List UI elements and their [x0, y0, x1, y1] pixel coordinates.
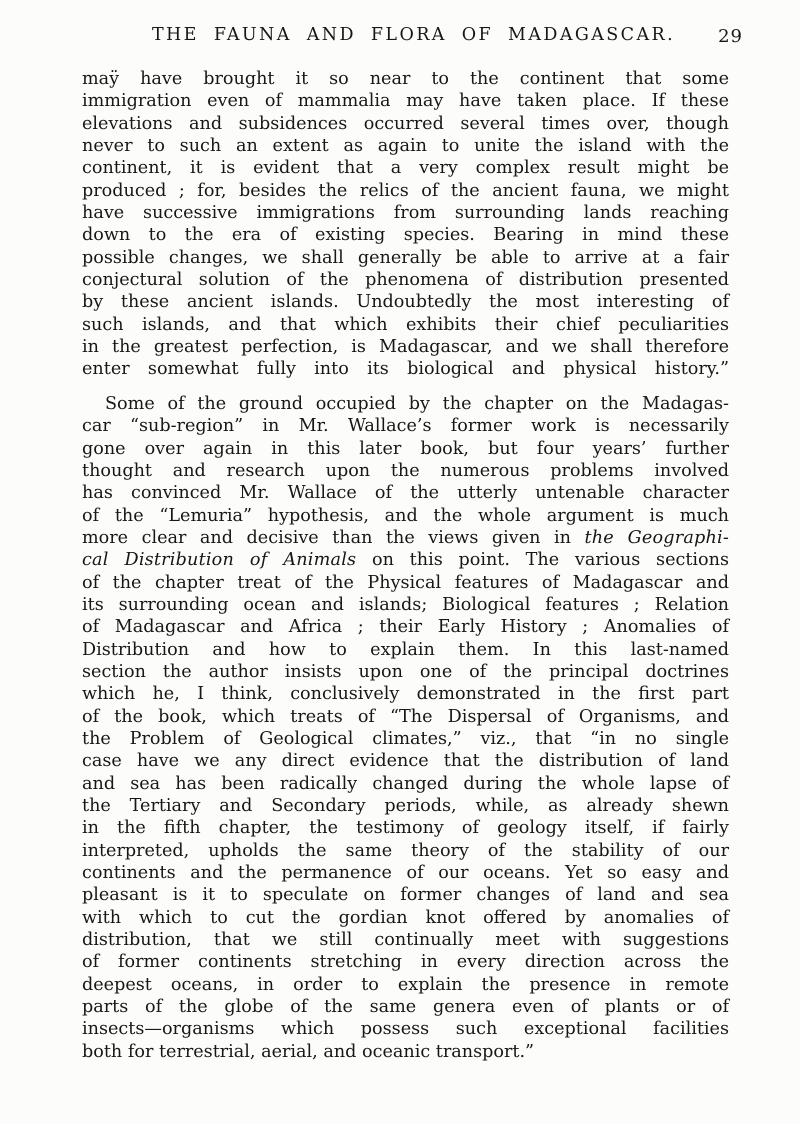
text-segment: produced ; for, besides the relics of the ancient fauna, we might: [82, 180, 729, 201]
text-segment: immigration even of mammalia may have taken place. If these: [82, 91, 729, 112]
running-title: THE FAUNA AND FLORA OF MADAGASCAR.: [151, 25, 676, 45]
text-line: [82, 728, 729, 750]
body-text: [82, 68, 729, 1063]
text-segment: down to the era of existing species. Bearing in mind these: [82, 225, 729, 246]
text-line: [82, 884, 729, 906]
text-segment: of former continents stretching in every direction across the: [82, 952, 729, 973]
text-segment: continents and the permanence of our oceans. Yet so easy and: [82, 863, 729, 884]
text-line: [82, 291, 729, 313]
text-segment: parts of the globe of the same genera even of plants or of: [82, 997, 729, 1018]
text-line: [82, 661, 729, 683]
text-segment: gone over again in this later book, but four years’ further: [82, 438, 729, 459]
text-line: [82, 415, 729, 437]
text-segment: never to such an extent as again to unite the island with the: [82, 136, 729, 157]
text-line: [82, 336, 729, 358]
italic-book-title: the Geographi-: [584, 527, 729, 548]
text-line: [82, 549, 729, 571]
text-line: [82, 907, 729, 929]
text-segment: insects—organisms which possess such exceptional facilities: [82, 1019, 729, 1040]
text-line: [82, 482, 729, 504]
text-segment: Some of the ground occupied by the chapter on the Madagas-: [105, 393, 729, 414]
text-line: [82, 750, 729, 772]
text-segment: its surrounding ocean and islands; Biological features ; Relation: [82, 594, 729, 615]
italic-book-title: cal Distribution of Animals: [82, 550, 357, 571]
text-line: [82, 706, 729, 728]
text-segment: have successive immigrations from surrounding lands reaching: [82, 203, 729, 224]
text-segment: with which to cut the gordian knot offered by anomalies of: [82, 907, 729, 928]
text-segment: possible changes, we shall generally be able to arrive at a fair: [82, 247, 729, 268]
text-segment: Distribution and how to explain them. In this last-named: [82, 639, 729, 660]
text-line: [82, 639, 729, 661]
text-segment: case have we any direct evidence that the distribution of land: [82, 751, 729, 772]
text-line: [82, 1041, 729, 1063]
text-line: [82, 393, 729, 415]
text-segment: in the fifth chapter, the testimony of geology itself, if fairly: [82, 818, 729, 839]
text-segment: the Problem of Geological climates,” viz., that “in no single: [82, 728, 729, 749]
text-segment: by these ancient islands. Undoubtedly the most interesting of: [82, 292, 729, 313]
text-line: [82, 817, 729, 839]
text-segment: continent, it is evident that a very complex result might be: [82, 158, 729, 179]
text-line: [82, 247, 729, 269]
text-line: [82, 90, 729, 112]
text-line: [82, 135, 729, 157]
text-segment: maÿ have brought it so near to the continent that some: [82, 69, 729, 89]
page-number: 29: [718, 26, 743, 47]
text-line: [82, 202, 729, 224]
text-line: [82, 974, 729, 996]
text-segment: car “sub-region” in Mr. Wallace’s former work is necessarily: [82, 416, 729, 437]
text-line: [82, 683, 729, 705]
text-line: [82, 572, 729, 594]
text-segment: enter somewhat fully into its biological and physical history.”: [82, 359, 729, 380]
text-segment: conjectural solution of the phenomena of distribution presented: [82, 270, 729, 291]
text-segment: both for terrestrial, aerial, and oceanic transport.”: [82, 1041, 535, 1062]
text-segment: has convinced Mr. Wallace of the utterly untenable character: [82, 483, 729, 504]
text-segment: the Tertiary and Secondary periods, while, as already shewn: [82, 796, 729, 816]
text-segment: section the author insists upon one of the principal doctrines: [82, 661, 729, 682]
text-line: [82, 773, 729, 795]
text-segment: pleasant is it to speculate on former changes of land and sea: [82, 885, 729, 906]
text-line: [82, 358, 729, 380]
text-segment: of the chapter treat of the Physical features of Madagascar and: [82, 572, 729, 593]
text-line: [82, 527, 729, 549]
text-segment: on this point. The various sections: [356, 550, 729, 571]
text-line: [82, 68, 729, 90]
text-segment: deepest oceans, in order to explain the presence in remote: [82, 974, 729, 995]
text-line: [82, 505, 729, 527]
text-line: [82, 1018, 729, 1040]
page-header: [82, 25, 743, 47]
text-line: [82, 840, 729, 862]
text-line: [82, 594, 729, 616]
text-segment: thought and research upon the numerous problems involved: [82, 460, 729, 481]
text-segment: interpreted, upholds the same theory of the stability of our: [82, 840, 729, 861]
text-line: [82, 269, 729, 291]
text-segment: more clear and decisive than the views given in: [82, 527, 585, 548]
text-segment: distribution, that we still continually meet with suggestions: [82, 930, 729, 951]
text-line: [82, 438, 729, 460]
text-line: [82, 929, 729, 951]
paragraph: [82, 393, 729, 1063]
text-line: [82, 460, 729, 482]
text-line: [82, 996, 729, 1018]
text-segment: of the “Lemuria” hypothesis, and the whole argument is much: [82, 505, 729, 526]
text-line: [82, 616, 729, 638]
text-segment: of Madagascar and Africa ; their Early History ; Anomalies of: [82, 617, 729, 638]
text-segment: in the greatest perfection, is Madagascar, and we shall therefore: [82, 337, 729, 358]
text-segment: of the book, which treats of “The Dispersal of Organisms, and: [82, 706, 729, 727]
text-line: [82, 951, 729, 973]
text-segment: and sea has been radically changed during the whole lapse of: [82, 773, 729, 794]
paragraph: [82, 68, 729, 381]
text-line: [82, 180, 729, 202]
text-line: [82, 113, 729, 135]
text-line: [82, 157, 729, 179]
text-line: [82, 862, 729, 884]
text-line: [82, 795, 729, 817]
text-line: [82, 224, 729, 246]
text-segment: which he, I think, conclusively demonstrated in the first part: [82, 684, 729, 705]
text-segment: elevations and subsidences occurred several times over, though: [82, 113, 729, 134]
text-segment: such islands, and that which exhibits their chief peculiarities: [82, 314, 729, 335]
text-line: [82, 314, 729, 336]
